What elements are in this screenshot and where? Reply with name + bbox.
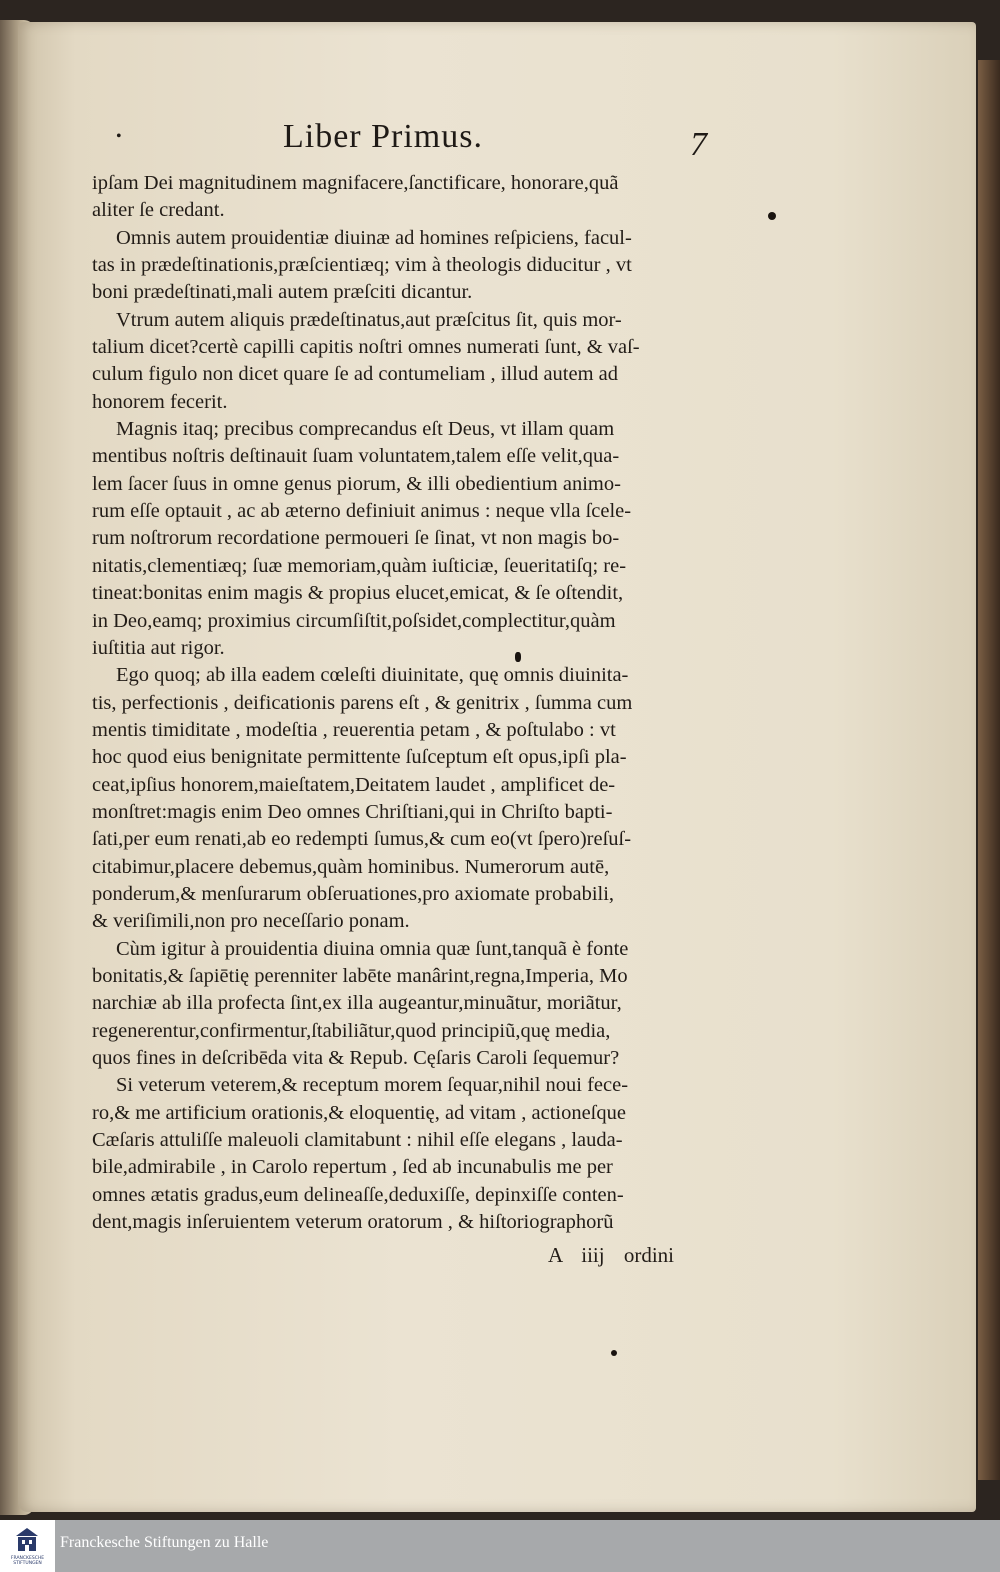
text-line: mentibus noſtris deſtinauit ſuam voluntatem,talem eſſe velit,qua- — [92, 445, 620, 468]
text-line: Cùm igitur à prouidentia diuina omnia quæ ſunt,tanquã è fonte — [116, 937, 629, 960]
book-cover-edge — [978, 60, 1000, 1480]
text-line: dent,magis inſeruientem veterum oratorum , & hiſtoriographorũ — [92, 1211, 614, 1234]
text-line: & veriſimili,non pro neceſſario ponam. — [92, 910, 410, 933]
text-line: Cæſaris attuliſſe maleuoli clamitabunt : nihil eſſe elegans , lauda- — [92, 1129, 623, 1152]
text-line: boni prædeſtinati,mali autem præſciti dicantur. — [92, 281, 473, 304]
text-line: ponderum,& menſurarum obſeruationes,pro axiomate probabili, — [92, 882, 615, 905]
text-line: tas in prædeſtinationis,præſcientiæq; vim à theologis diducitur , vt — [92, 254, 632, 277]
text-line: ipſam Dei magnitudinem magnifacere,ſanctificare, honorare,quã — [92, 172, 619, 194]
text-line: ſati,per eum renati,ab eo redempti ſumus,& cum eo(vt ſpero)reſuſ- — [92, 828, 632, 851]
header-mark: • — [116, 128, 122, 145]
text-line: monſtret:magis enim Deo omnes Chriſtiani,qui in Chriſto bapti- — [92, 800, 613, 823]
text-line: in Deo,eamq; proximius circumſiſtit,poſsidet,complectitur,quàm — [92, 609, 616, 632]
text-line: regenerentur,confirmentur,ſtabiliãtur,quod principiũ,quę media, — [92, 1019, 611, 1042]
ink-spot — [768, 212, 776, 220]
text-line: narchiæ ab illa profecta ſint,ex illa augeantur,minuãtur, moriãtur, — [92, 992, 622, 1015]
signature-catchword: A iiij ordini — [548, 1243, 675, 1267]
text-line: culum figulo non dicet quare ſe ad contumeliam , illud autem ad — [92, 363, 619, 386]
ink-spot — [515, 652, 521, 662]
text-line: ro,& me artificium orationis,& eloquentię, ad vitam , actioneſque — [92, 1101, 626, 1124]
logo-text — [2, 1556, 53, 1566]
text-line: ceat,ipſius honorem,maieſtatem,Deitatem laudet , amplificet de- — [92, 773, 616, 796]
running-title: Liber Primus. — [283, 118, 483, 155]
text-line: tineat:bonitas enim magis & propius elucet,emicat, & ſe oſtendit, — [92, 582, 624, 605]
text-line: Ego quoq; ab illa eadem cœleſti diuinitate, quę omnis diuinita- — [116, 664, 629, 687]
institution-logo — [0, 1520, 55, 1572]
text-line: Omnis autem prouidentiæ diuinæ ad homines reſpiciens, facul- — [116, 226, 632, 249]
text-line: aliter ſe credant. — [92, 199, 225, 222]
text-line: tis, perfectionis , deificationis parens eſt , & genitrix , ſumma cum — [92, 691, 633, 714]
text-line: lem ſacer ſuus in omne genus piorum, & illi obedientium animo- — [92, 472, 621, 495]
text-line: nitatis,clementiæq; ſuæ memoriam,quàm iuſticiæ, ſeueritatiſq; re- — [92, 554, 627, 577]
text-line: quos fines in deſcribēda vita & Repub. Cęſaris Caroli ſequemur? — [92, 1047, 620, 1069]
text-line: omnes ætatis gradus,eum delineaſſe,deduxiſſe, depinxiſſe conten- — [92, 1183, 624, 1206]
text-line: mentis timiditate , modeſtia , reuerentia petam , & poſtulabo : vt — [92, 718, 616, 741]
text-line: bonitatis,& ſapiētię perenniter labēte manârint,regna,Imperia, Mo — [92, 964, 628, 987]
text-line: talium dicet?certè capilli capitis noſtri omnes numerati ſunt, & vaſ- — [92, 336, 640, 359]
text-line: hoc quod eius benignitate permittente ſuſceptum eſt opus,ipſi pla- — [92, 746, 627, 769]
logo-text-line-1: FRANCKESCHE — [10, 1556, 45, 1561]
logo-text-line-2: STIFTUNGEN — [13, 1561, 42, 1566]
running-header — [0, 112, 1000, 172]
text-line: Magnis itaq; precibus comprecandus eſt Deus, vt illam quam — [116, 418, 615, 441]
text-line: rum noſtrorum recordatione permoueri ſe ſinat, vt non magis bo- — [92, 527, 620, 550]
text-line: rum eſſe optauit , ac ab æterno definiuit animus : neque vlla ſcele- — [92, 500, 632, 523]
franckesche-building-icon — [14, 1526, 40, 1554]
text-line: Vtrum autem aliquis prædeſtinatus,aut præſcitus ſit, quis mor- — [116, 308, 622, 331]
institution-name: Franckesche Stiftungen zu Halle — [60, 1534, 269, 1551]
text-line: iuſtitia aut rigor. — [92, 636, 225, 659]
page-number: 7 — [690, 126, 707, 163]
footer-band — [0, 1520, 1000, 1572]
body-text — [92, 170, 708, 1236]
ink-spot — [611, 1350, 617, 1356]
text-line: citabimur,placere debemus,quàm hominibus. Numerorum autē, — [92, 855, 610, 878]
text-line: Si veterum veterem,& receptum morem ſequar,nihil noui fece- — [116, 1074, 629, 1097]
text-line: honorem fecerit. — [92, 390, 228, 413]
text-line: bile,admirabile , in Carolo repertum , ſed ab incunabulis me per — [92, 1156, 613, 1179]
